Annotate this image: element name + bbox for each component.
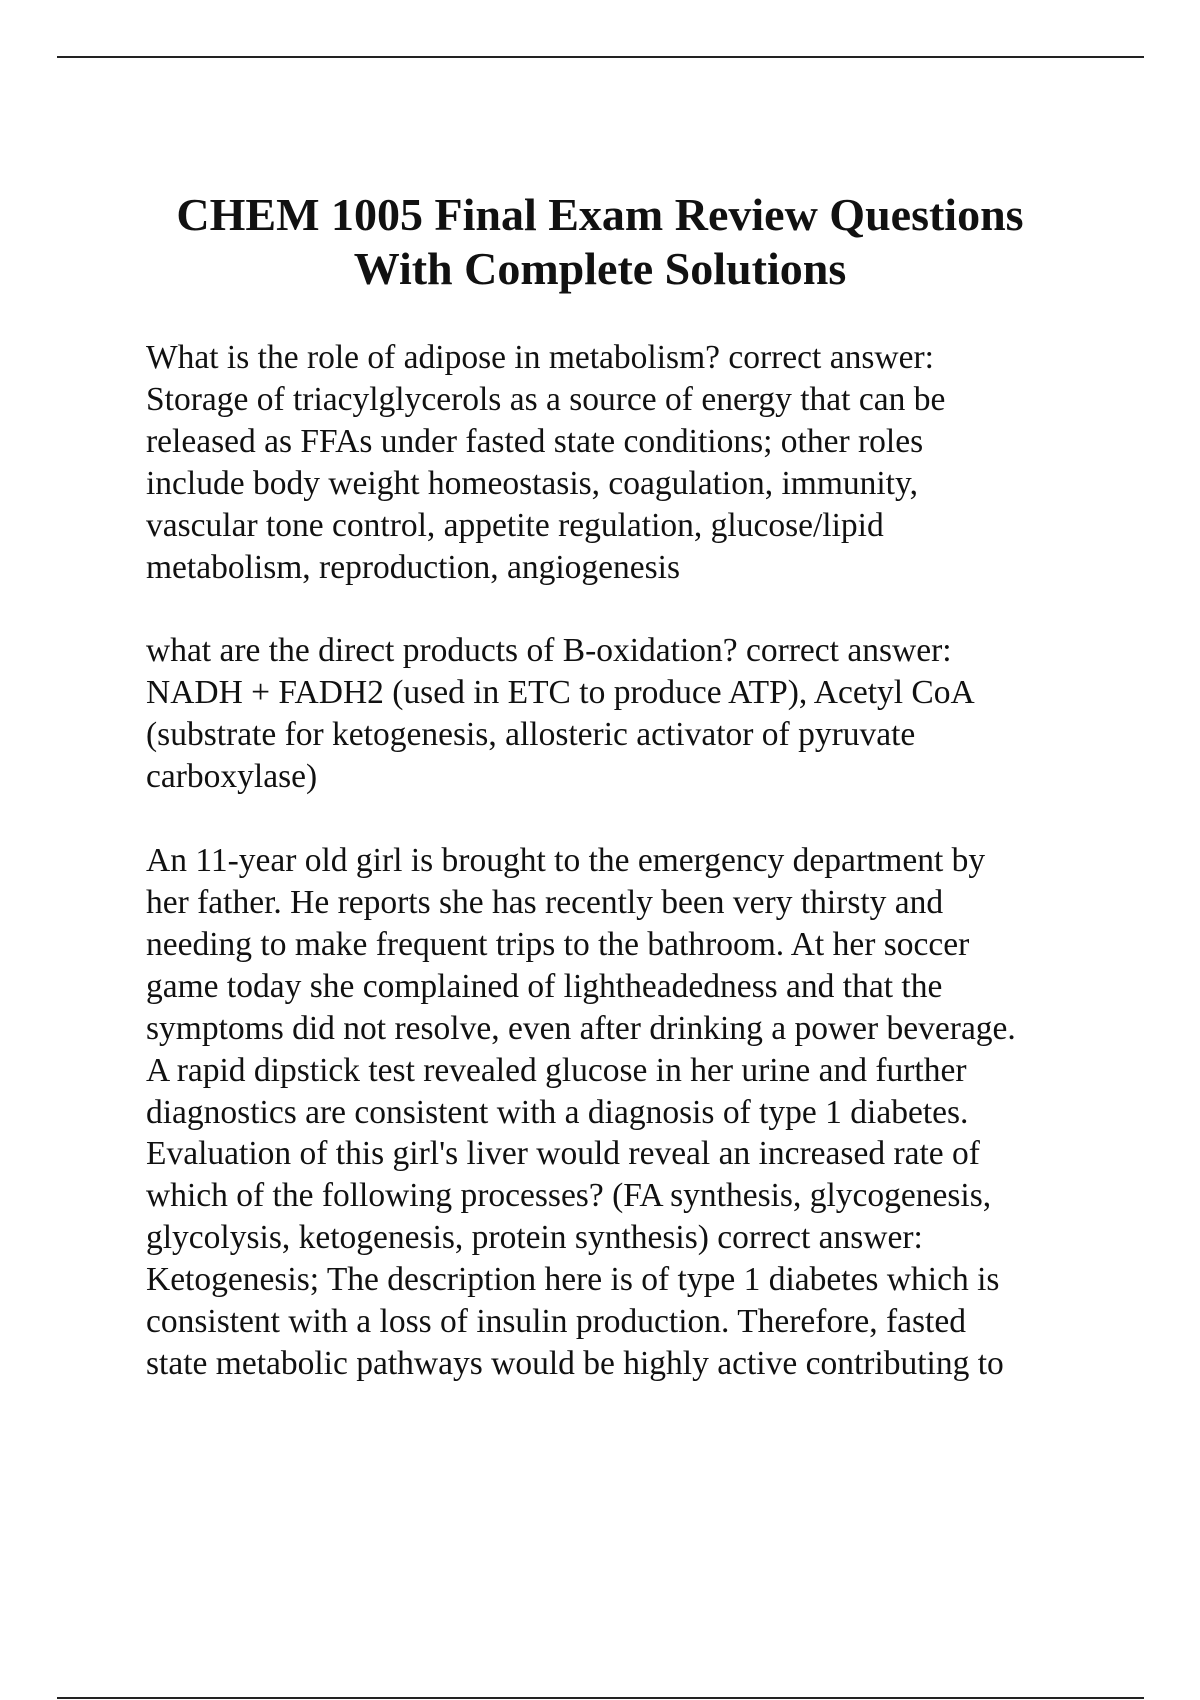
text-line: needing to make frequent trips to the bathroom. At her soccer — [146, 925, 970, 963]
footer-rule — [57, 1697, 1144, 1699]
text-line: symptoms did not resolve, even after drinking a power beverage. — [146, 1009, 1016, 1047]
qa-paragraph-beta-oxidation — [146, 630, 1146, 798]
text-line: metabolism, reproduction, angiogenesis — [146, 548, 681, 586]
text-line: What is the role of adipose in metabolism? correct answer: — [146, 339, 934, 376]
text-line: game today she complained of lightheadedness and that the — [146, 967, 943, 1005]
title-line-2: With Complete Solutions — [353, 243, 847, 294]
title-line-1: CHEM 1005 Final Exam Review Questions — [176, 189, 1024, 240]
text-line: glycolysis, ketogenesis, protein synthesis) correct answer: — [146, 1219, 923, 1257]
text-line: Evaluation of this girl's liver would reveal an increased rate of — [146, 1135, 980, 1173]
text-line: carboxylase) — [146, 758, 318, 796]
text-line: Ketogenesis; The description here is of type 1 diabetes which is — [146, 1261, 1000, 1299]
text-line: include body weight homeostasis, coagulation, immunity, — [146, 464, 918, 502]
qa-paragraph-adipose — [146, 337, 1146, 588]
document-body — [146, 337, 1146, 1427]
text-line: her father. He reports she has recently been very thirsty and — [146, 883, 944, 921]
header-rule — [57, 56, 1144, 58]
text-line: which of the following processes? (FA synthesis, glycogenesis, — [146, 1177, 992, 1215]
text-line: diagnostics are consistent with a diagnosis of type 1 diabetes. — [146, 1093, 969, 1131]
text-line: what are the direct products of B-oxidation? correct answer: — [146, 632, 952, 670]
text-line: state metabolic pathways would be highly active contributing to — [146, 1344, 1004, 1382]
text-line: (substrate for ketogenesis, allosteric activator of pyruvate — [146, 716, 916, 754]
text-line: released as FFAs under fasted state conditions; other roles — [146, 422, 924, 460]
text-line: Storage of triacylglycerols as a source of energy that can be — [146, 380, 946, 418]
text-line: vascular tone control, appetite regulation, glucose/lipid — [146, 506, 884, 544]
page-title — [100, 188, 1100, 296]
text-line: An 11-year old girl is brought to the emergency department by — [146, 842, 986, 880]
text-line: NADH + FADH2 (used in ETC to produce ATP), Acetyl CoA — [146, 674, 975, 712]
text-line: A rapid dipstick test revealed glucose in her urine and further — [146, 1051, 967, 1089]
qa-paragraph-type1-diabetes — [146, 840, 1146, 1385]
text-line: consistent with a loss of insulin production. Therefore, fasted — [146, 1303, 966, 1341]
